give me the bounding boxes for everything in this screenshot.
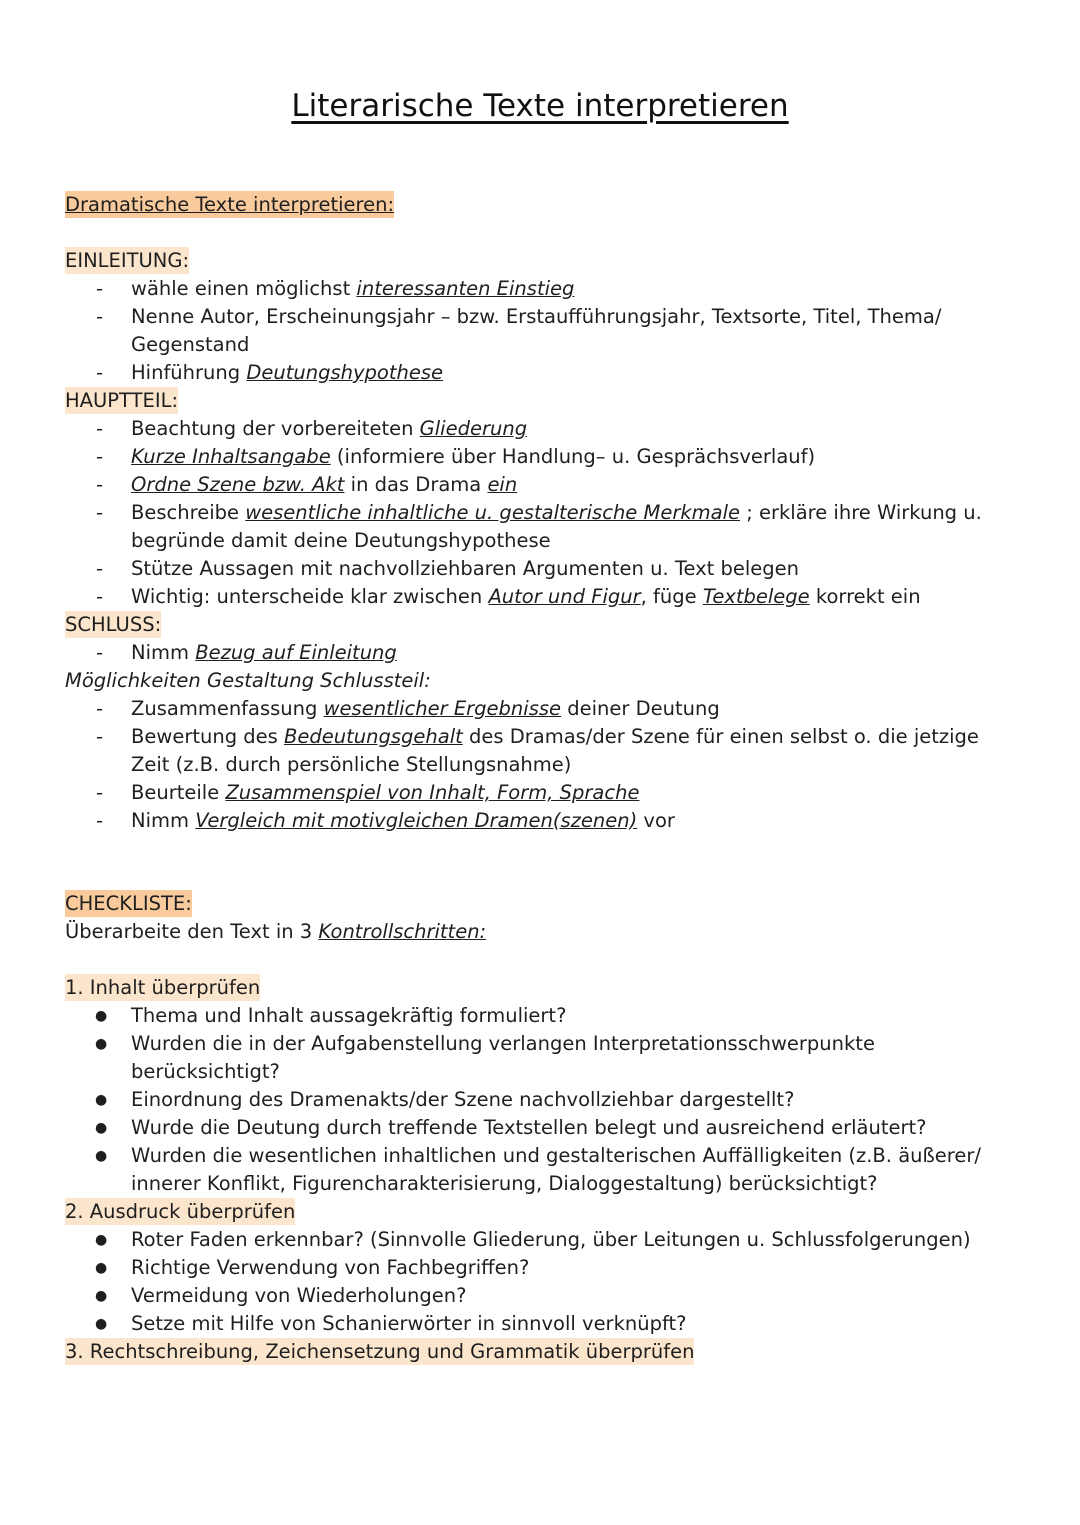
text-span: , füge	[640, 585, 703, 608]
step-2-item-1: Roter Faden erkennbar? (Sinnvolle Gliederung, über Leitungen u. Schlussfolgerungen)	[131, 1228, 971, 1251]
text-span: in das Drama	[344, 473, 488, 496]
emphasis-span: Ordne Szene bzw. Akt	[131, 473, 345, 496]
step-2-item-4: Setze mit Hilfe von Schanierwörter in sinnvoll verknüpft?	[131, 1312, 687, 1335]
einleitung-item-3	[131, 359, 443, 387]
hauptteil-item-1	[131, 415, 527, 443]
hauptteil-item-4-cont: begründe damit deine Deutungshypothese	[131, 529, 551, 552]
hauptteil-item-2	[131, 443, 815, 471]
bullet-marker: ●	[95, 1008, 108, 1024]
hauptteil-item-6	[131, 583, 921, 611]
step-1-item-5-cont: innerer Konflikt, Figurencharakterisierung, Dialoggestaltung) berücksichtigt?	[131, 1172, 878, 1195]
emphasis-span: Deutungshypothese	[246, 361, 443, 384]
bullet-marker: ●	[95, 1260, 108, 1276]
bullet-marker: ●	[95, 1120, 108, 1136]
dash-marker: -	[96, 445, 104, 468]
dash-marker: -	[96, 641, 104, 664]
emphasis-span: Bezug auf Einleitung	[195, 641, 397, 664]
emphasis-span: Zusammenspiel von Inhalt, Form, Sprache	[225, 781, 640, 804]
text-span: Beurteile	[131, 781, 226, 804]
einleitung-heading	[65, 247, 189, 275]
hauptteil-heading	[65, 387, 178, 415]
text-span: des Dramas/der Szene für einen selbst o. die jetzige	[462, 725, 979, 748]
dash-marker: -	[96, 277, 104, 300]
emphasis-span: interessanten Einstieg	[356, 277, 575, 300]
section-heading-drama	[65, 191, 394, 219]
drama-heading-text: Dramatische Texte interpretieren:	[65, 193, 395, 216]
dash-marker: -	[96, 473, 104, 496]
step-1-item-4: Wurde die Deutung durch treffende Textstellen belegt und ausreichend erläutert?	[131, 1116, 927, 1139]
text-span: vor	[637, 809, 675, 832]
hauptteil-item-5: Stütze Aussagen mit nachvollziehbaren Argumenten u. Text belegen	[131, 557, 800, 580]
step-1-item-5: Wurden die wesentlichen inhaltlichen und gestalterischen Auffälligkeiten (z.B. äußerer/	[131, 1144, 981, 1167]
einleitung-item-2: Nenne Autor, Erscheinungsjahr – bzw. Erstaufführungsjahr, Textsorte, Titel, Thema/	[131, 305, 942, 328]
text-span: Nimm	[131, 809, 196, 832]
step-1-item-3: Einordnung des Dramenakts/der Szene nachvollziehbar dargestellt?	[131, 1088, 795, 1111]
schluss-options-label: Möglichkeiten Gestaltung Schlussteil:	[65, 669, 431, 692]
step-1-item-2-cont: berücksichtigt?	[131, 1060, 280, 1083]
text-span: Beschreibe	[131, 501, 246, 524]
dash-marker: -	[96, 697, 104, 720]
text-span: Nimm	[131, 641, 196, 664]
emphasis-span: Kontrollschritten:	[318, 920, 487, 943]
schluss-option-2-cont: Zeit (z.B. durch persönliche Stellungsnahme)	[131, 753, 572, 776]
text-span: (informiere über Handlung– u. Gesprächsverlauf)	[330, 445, 816, 468]
emphasis-span: Bedeutungsgehalt	[284, 725, 463, 748]
bullet-marker: ●	[95, 1036, 108, 1052]
hauptteil-heading-text: HAUPTTEIL:	[65, 389, 179, 412]
step-1-heading	[65, 974, 260, 1002]
hauptteil-item-3	[131, 471, 517, 499]
dash-marker: -	[96, 305, 104, 328]
step-2-item-3: Vermeidung von Wiederholungen?	[131, 1284, 467, 1307]
step-3-heading	[65, 1338, 694, 1366]
einleitung-item-2-cont: Gegenstand	[131, 333, 250, 356]
schluss-option-3	[131, 779, 639, 807]
emphasis-span: Vergleich mit motivgleichen Dramen(szenen)	[195, 809, 638, 832]
schluss-option-4	[131, 807, 675, 835]
hauptteil-item-4	[131, 499, 982, 527]
emphasis-span: Autor und Figur	[488, 585, 641, 608]
step-1-item-2: Wurden die in der Aufgabenstellung verlangen Interpretationsschwerpunkte	[131, 1032, 875, 1055]
emphasis-span: ein	[487, 473, 518, 496]
dash-marker: -	[96, 809, 104, 832]
emphasis-span: Gliederung	[419, 417, 528, 440]
emphasis-span: Kurze Inhaltsangabe	[131, 445, 331, 468]
text-span: korrekt ein	[809, 585, 921, 608]
text-span: Wichtig: unterscheide klar zwischen	[131, 585, 489, 608]
text-span: wähle einen möglichst	[131, 277, 357, 300]
step-2-heading-text: 2. Ausdruck überprüfen	[65, 1200, 296, 1223]
text-span: Zusammenfassung	[131, 697, 324, 720]
bullet-marker: ●	[95, 1148, 108, 1164]
emphasis-span: wesentliche inhaltliche u. gestalterische Merkmale	[245, 501, 740, 524]
emphasis-span: wesentlicher Ergebnisse	[323, 697, 562, 720]
step-2-item-2: Richtige Verwendung von Fachbegriffen?	[131, 1256, 530, 1279]
page-title: Literarische Texte interpretieren	[291, 88, 789, 124]
dash-marker: -	[96, 501, 104, 524]
bullet-marker: ●	[95, 1288, 108, 1304]
step-2-heading	[65, 1198, 295, 1226]
text-span: Bewertung des	[131, 725, 285, 748]
step-3-heading-text: 3. Rechtschreibung, Zeichensetzung und Grammatik überprüfen	[65, 1340, 695, 1363]
schluss-heading-text: SCHLUSS:	[65, 613, 162, 636]
dash-marker: -	[96, 417, 104, 440]
bullet-marker: ●	[95, 1092, 108, 1108]
dash-marker: -	[96, 557, 104, 580]
text-span: deiner Deutung	[561, 697, 720, 720]
einleitung-item-1	[131, 275, 574, 303]
bullet-marker: ●	[95, 1316, 108, 1332]
dash-marker: -	[96, 781, 104, 804]
schluss-option-1	[131, 695, 720, 723]
checkliste-heading-text: CHECKLISTE:	[65, 892, 192, 915]
dash-marker: -	[96, 361, 104, 384]
dash-marker: -	[96, 725, 104, 748]
step-1-item-1: Thema und Inhalt aussagekräftig formuliert?	[131, 1004, 567, 1027]
bullet-marker: ●	[95, 1232, 108, 1248]
emphasis-span: Textbelege	[702, 585, 810, 608]
text-span: ; erkläre ihre Wirkung u.	[740, 501, 982, 524]
step-1-heading-text: 1. Inhalt überprüfen	[65, 976, 261, 999]
schluss-option-2	[131, 723, 979, 751]
checkliste-heading	[65, 890, 192, 918]
text-span: Hinführung	[131, 361, 247, 384]
schluss-item-1	[131, 639, 397, 667]
checkliste-intro	[65, 918, 486, 946]
schluss-heading	[65, 611, 161, 639]
text-span: Beachtung der vorbereiteten	[131, 417, 420, 440]
dash-marker: -	[96, 585, 104, 608]
text-span: Überarbeite den Text in 3	[65, 920, 319, 943]
einleitung-heading-text: EINLEITUNG:	[65, 249, 190, 272]
